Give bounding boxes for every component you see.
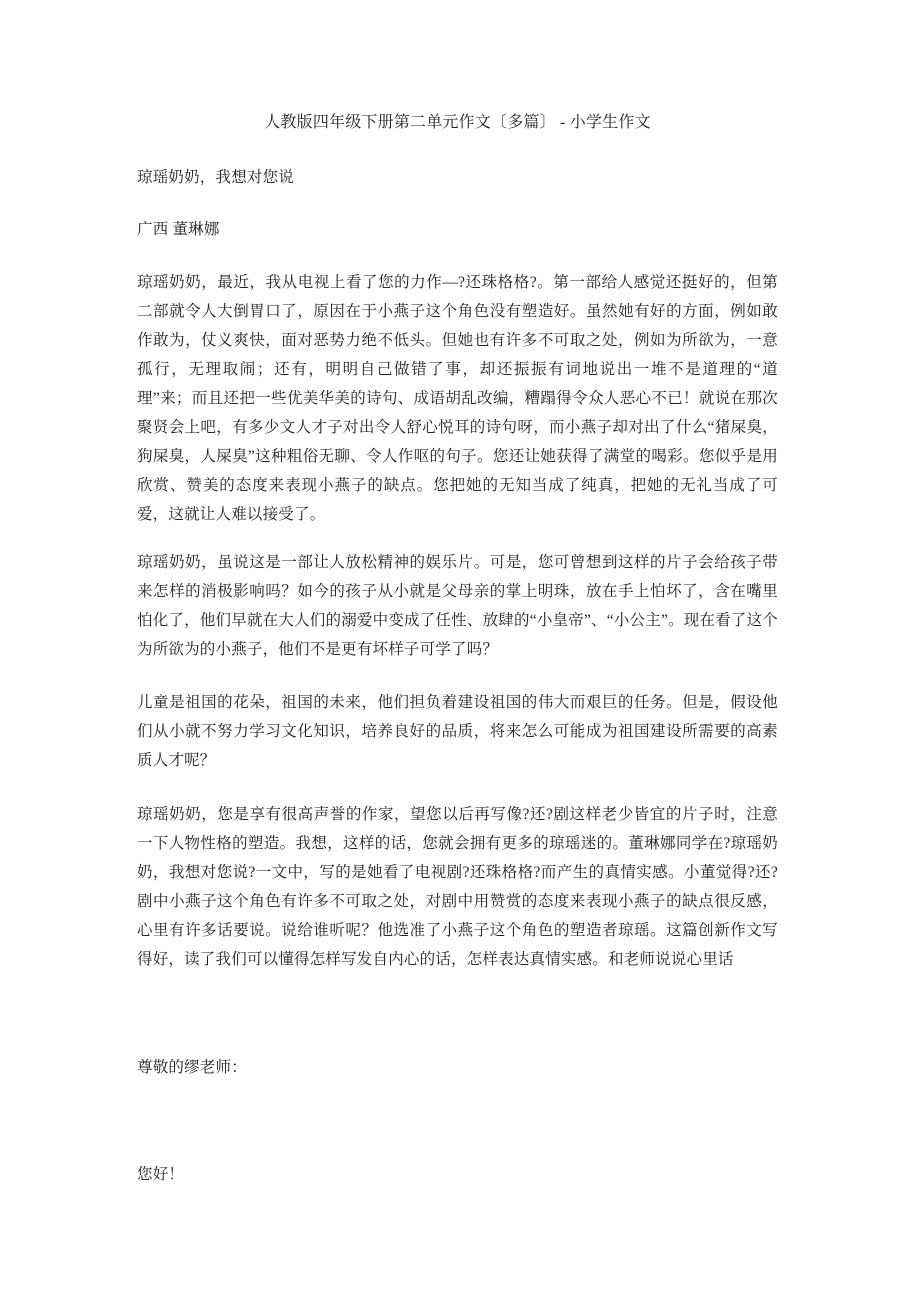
essay-paragraph-4: 琼瑶奶奶，您是享有很高声誉的作家，望您以后再写像?还?剧这样老少皆宜的片子时，注意一下人物性格的塑造。我想，这样的话，您就会拥有更多的琼瑶迷的。董琳娜同学在?琼瑶奶奶，我想对您说?一文中，写的是她看了电视剧?还珠格格?而产生的真情实感。小董觉得?还?剧中小燕子这个角色有许多不可取之处，对剧中用赞赏的态度来表现小燕子的缺点很反感，心里有许多话要说。说给谁听呢？他选准了小燕子这个角色的塑造者琼瑶。这篇创新作文写得好，读了我们可以懂得怎样写发自内心的话，怎样表达真情实感。和老师说说心里话: [137, 806, 778, 968]
letter-salutation: 尊敬的缪老师：: [137, 1059, 247, 1076]
essay-title: 琼瑶奶奶，我想对您说: [137, 169, 295, 186]
essay-paragraph-1: 琼瑶奶奶，最近，我从电视上看了您的力作—?还珠格格?。第一部给人感觉还挺好的，但第二部就令人大倒胃口了，原因在于小燕子这个角色没有塑造好。虽然她有好的方面，例如敢作敢为，仗义爽快，面对恶势力绝不低头。但她也有许多不可取之处，例如为所欲为，一意孤行，无理取闹；还有，明明自己做错了事，却还振振有词地说出一堆不是道理的“道理”来；而且还把一些优美华美的诗句、成语胡乱改编，糟蹋得令众人恶心不已！就说在那次聚贤会上吧，有多少文人才子对出令人舒心悦耳的诗句呀，而小燕子却对出了什么“猪屎臭，狗屎臭，人屎臭”这种粗俗无聊、令人作呕的句子。您还让她获得了满堂的喝彩。您似乎是用欣赏、赞美的态度来表现小燕子的缺点。您把她的无知当成了纯真，把她的无礼当成了可爱，这就让人难以接受了。: [137, 274, 778, 523]
essay-paragraph-2: 琼瑶奶奶，虽说这是一部让人放松精神的娱乐片。可是，您可曾想到这样的片子会给孩子带来怎样的消极影响吗？如今的孩子从小就是父母亲的掌上明珠，放在手上怕坏了，含在嘴里怕化了，他们早就在大人们的溺爱中变成了任性、放肆的“小皇帝”、“小公主”。现在看了这个为所欲为的小燕子，他们不是更有坏样子可学了吗？: [137, 554, 778, 658]
document-content: [137, 108, 778, 1189]
document-title: 人教版四年级下册第二单元作文〔多篇〕 - 小学生作文: [264, 114, 651, 131]
essay-byline: 广西 董琳娜: [137, 221, 220, 238]
letter-greeting: 您好！: [137, 1166, 185, 1183]
essay-paragraph-3: 儿童是祖国的花朵，祖国的未来，他们担负着建设祖国的伟大而艰巨的任务。但是，假设他们从小就不努力学习文化知识，培养良好的品质，将来怎么可能成为祖国建设所需要的高素质人才呢？: [137, 694, 778, 769]
